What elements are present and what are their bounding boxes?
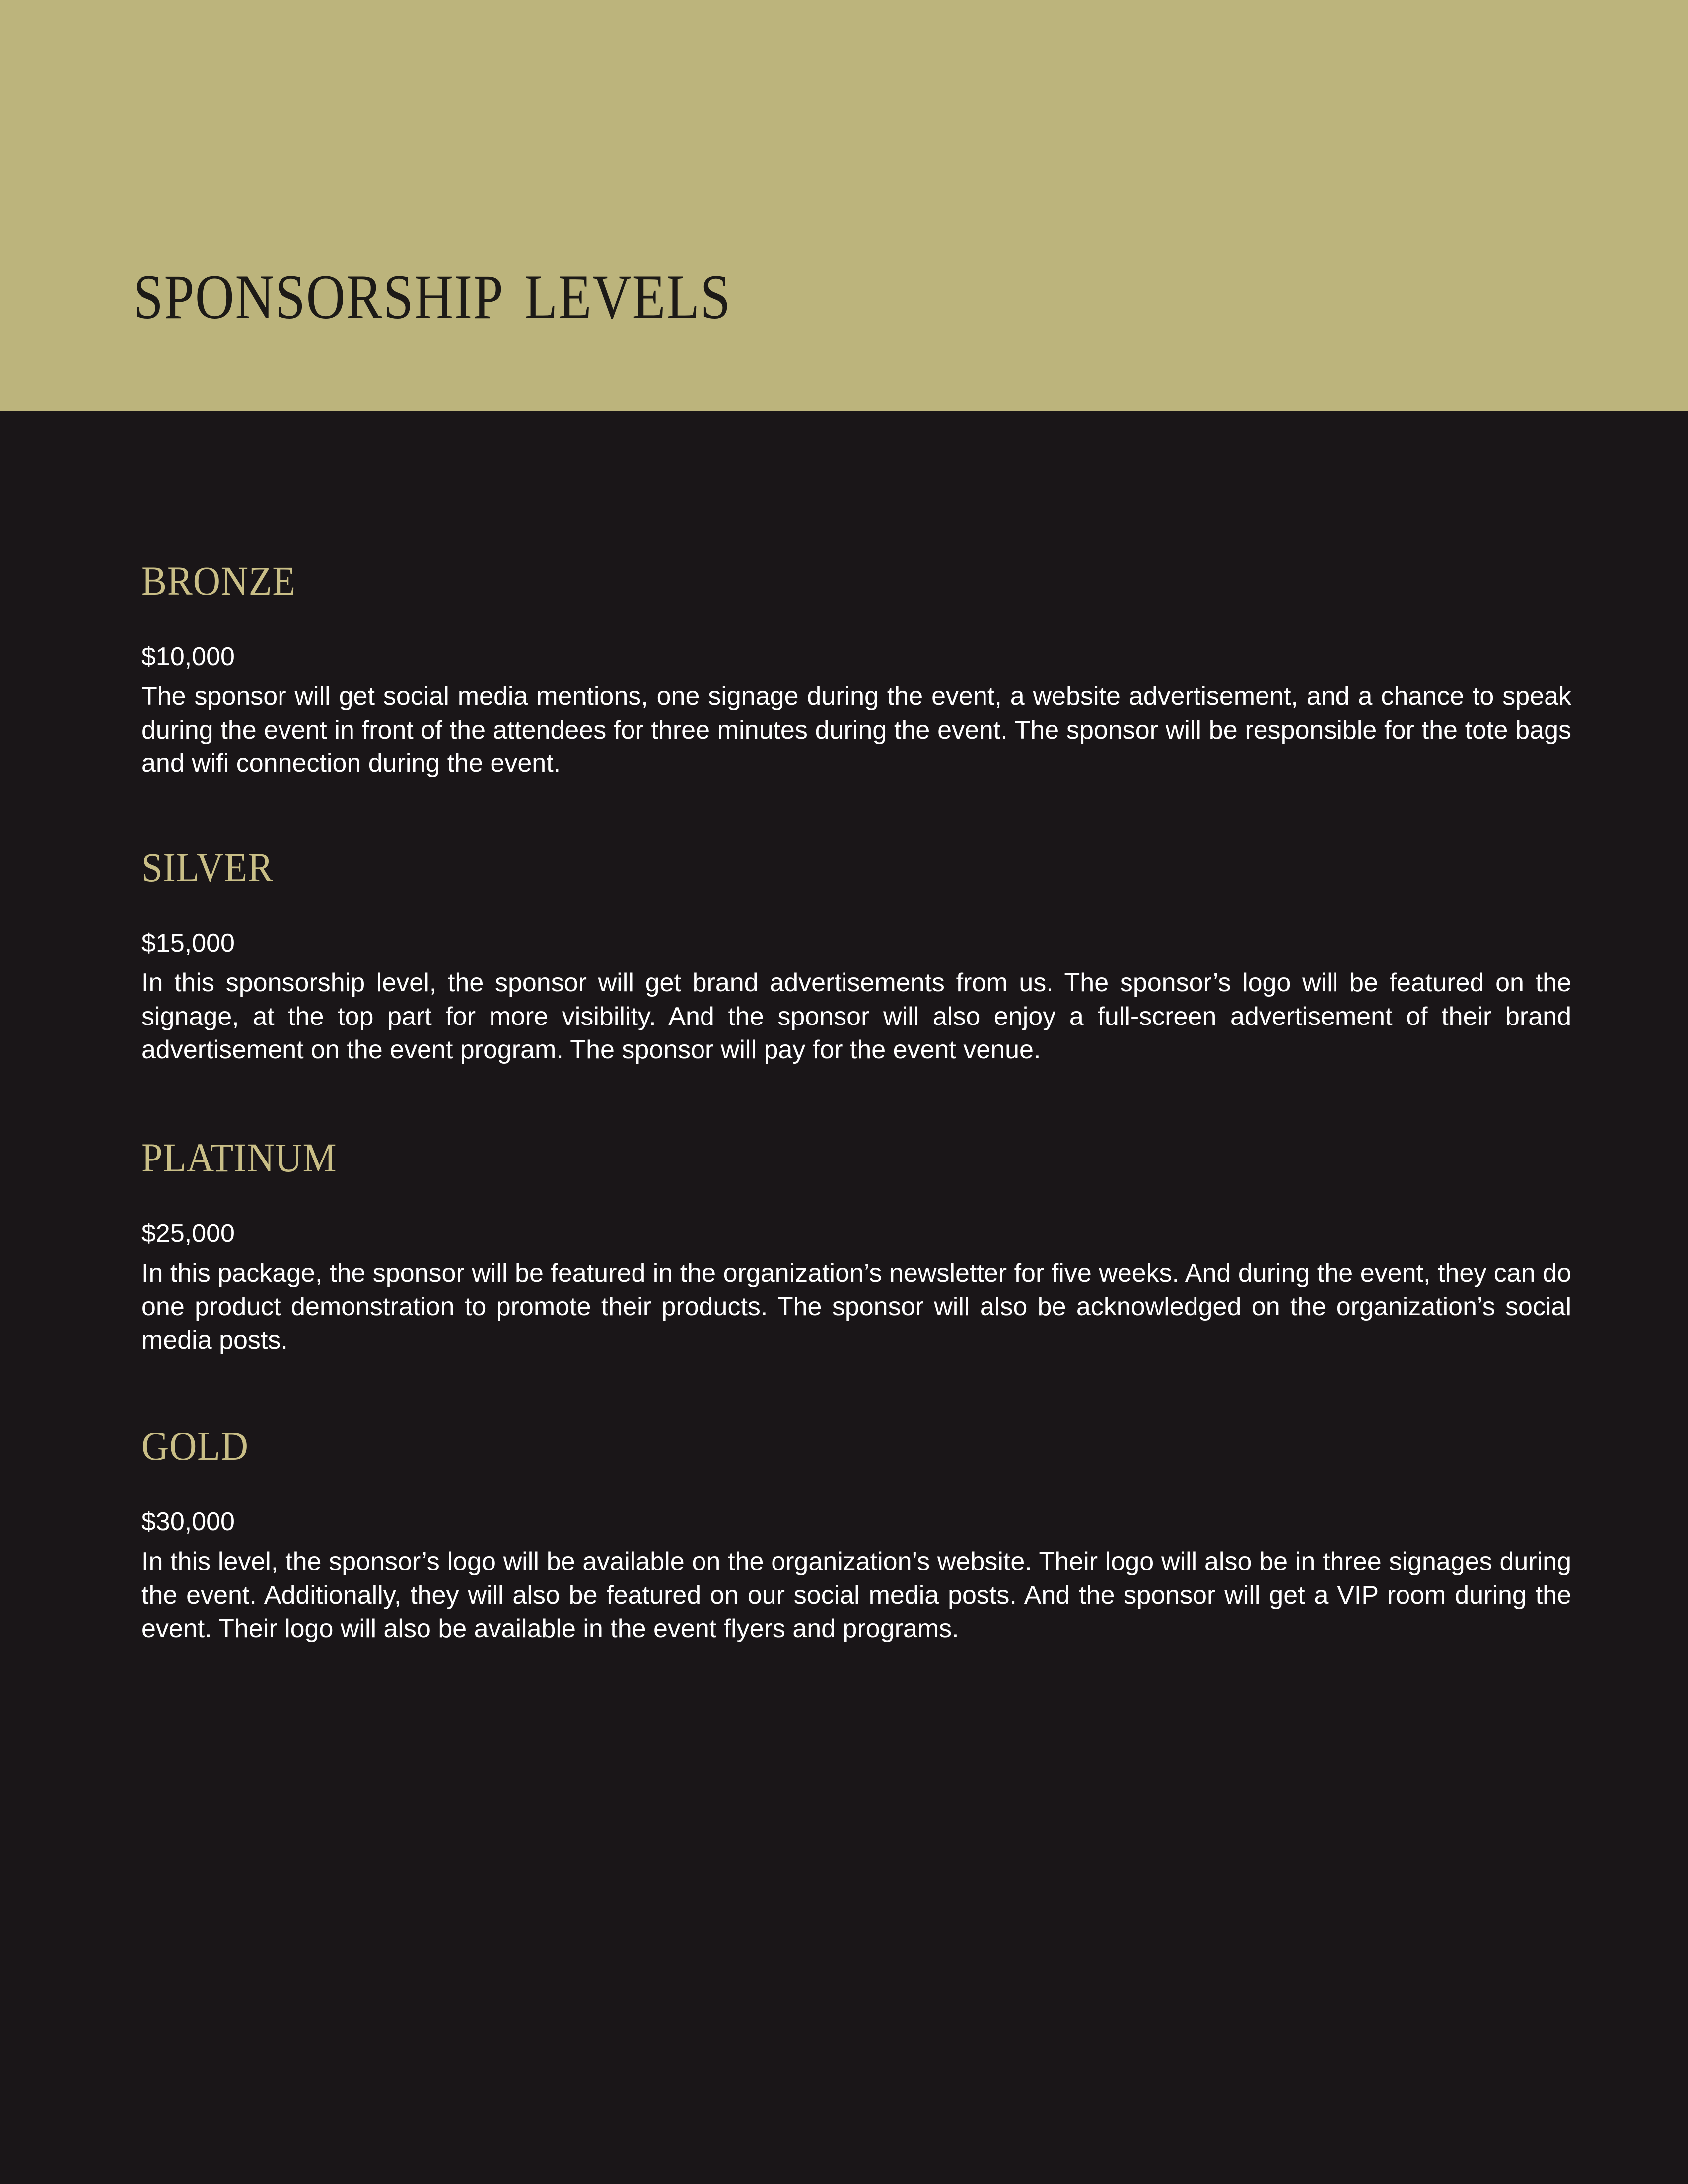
level-block-platinum — [141, 1119, 1571, 1358]
levels-list — [141, 543, 1571, 1646]
level-description-silver: In this sponsorship level, the sponsor will get brand advertisements from us. The sponsor’s logo will be featured on the signage, at the top part for more visibility. And the sponsor will also enjoy a full-screen advertisement of their brand advertisement on the event program. The sponsor will pay for the event venue. — [141, 968, 1571, 1065]
level-name-gold: gold — [141, 1407, 249, 1473]
level-price-platinum: $25,000 — [141, 1219, 235, 1248]
level-block-bronze — [141, 543, 1571, 781]
level-price-gold: $30,000 — [141, 1507, 235, 1536]
level-name-bronze: bronze — [141, 543, 296, 608]
level-price-bronze: $10,000 — [141, 642, 235, 671]
level-block-silver — [141, 828, 1571, 1067]
level-description-gold: In this level, the sponsor’s logo will be available on the organization’s website. Their logo will also be in three signages during the event. Additionally, they will also be featured on our social media posts. And the sponsor will get a VIP room during the event. Their logo will also be available in the event flyers and programs. — [141, 1547, 1571, 1643]
level-name-silver: silver — [141, 828, 274, 894]
header-band — [0, 0, 1688, 411]
level-description-platinum: In this package, the sponsor will be featured in the organization’s newsletter for five weeks. And during the event, they can do one product demonstration to promote their products. The sponsor will also be acknowledged on the organization’s social media posts. — [141, 1259, 1571, 1355]
page-title: sponsorship levels — [133, 238, 732, 338]
level-name-platinum: platinum — [141, 1119, 337, 1184]
level-price-silver: $15,000 — [141, 928, 235, 957]
level-block-gold — [141, 1407, 1571, 1646]
level-description-bronze: The sponsor will get social media mentions, one signage during the event, a website advertisement, and a chance to speak during the event in front of the attendees for three minutes during the event. The sponsor will be responsible for the tote bags and wifi connection during the event. — [141, 682, 1571, 778]
